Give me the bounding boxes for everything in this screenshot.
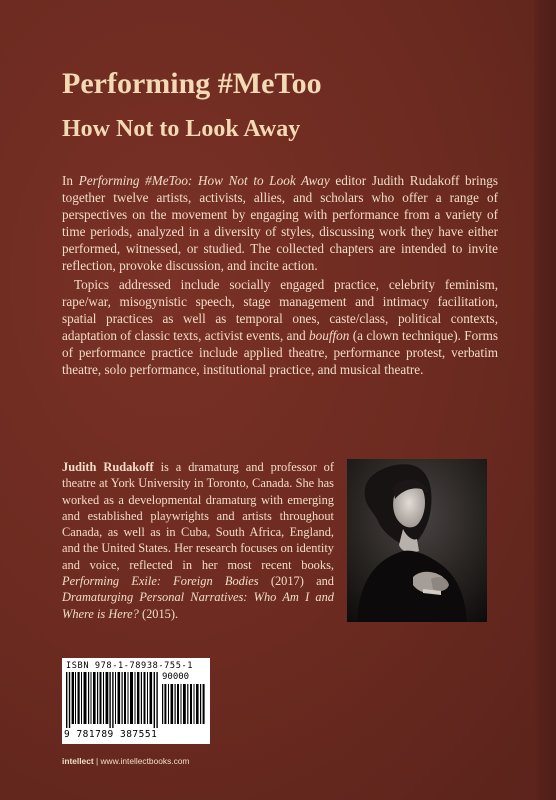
publisher-url[interactable]: www.intellectbooks.com <box>100 756 190 766</box>
bio-text: is a dramaturg and professor of theatre at York University in Toronto, Canada. She has worked as a developmental dramaturg with emerging and established playwrights and artists throughout Canada, as well as in Cuba, South Africa, England, and the United States. Her research focuses on identity and voice, reflected in her most recent books, <box>62 460 334 572</box>
bio-book-title: Performing Exile: Foreign Bodies <box>62 574 259 589</box>
barcode-bars <box>66 672 158 728</box>
blurb-text: In <box>62 173 79 188</box>
author-name: Judith Rudakoff <box>62 460 154 474</box>
author-photo <box>347 459 487 622</box>
spine-edge <box>534 0 556 800</box>
blurb <box>62 172 498 378</box>
publisher-name: intellect <box>62 756 94 766</box>
bio-text: (2015). <box>138 606 179 621</box>
ean-digits: 9 781789 387551 <box>64 729 158 740</box>
isbn-barcode <box>62 658 210 744</box>
isbn-number: ISBN 978-1-78938-755-1 <box>66 661 194 671</box>
footer-separator: | <box>93 756 101 766</box>
addon-bars <box>162 684 206 724</box>
blurb-text: (a clown technique). Forms of performance practice include applied theatre, performance protest, verbatim theatre, solo performance, institutional practice, and musical theatre. <box>62 328 498 377</box>
book-subtitle: How Not to Look Away <box>62 116 301 142</box>
blurb-italic-term: bouffon <box>309 328 350 343</box>
blurb-paragraph-1 <box>62 172 498 274</box>
blurb-book-title: Performing #MeToo: How Not to Look Away <box>78 173 330 188</box>
bio-book-title: Dramaturging Personal Narratives: Who Am I and Where is Here? <box>62 590 334 621</box>
blurb-paragraph-2 <box>62 276 498 378</box>
author-bio <box>62 459 334 622</box>
blurb-text: Topics addressed include socially engaged practice, celebrity feminism, rape/war, misogynistic speech, stage management and intimacy facilitation, spatial practices as well as temporal ones, caste/class, political contexts, adaptation of classic texts, activist events, and <box>62 277 498 343</box>
bio-text: (2017) and <box>258 574 335 589</box>
book-title: Performing #MeToo <box>62 67 322 100</box>
author-portrait-image <box>347 459 487 622</box>
price-addon-code: 90000 <box>162 672 190 682</box>
blurb-text: editor Judith Rudakoff brings together twelve artists, activists, allies, and scholars who offer a range of perspectives on the movement by engaging with performance from a variety of time periods, analyzed in a diversity of styles, discussing work they have either performed, witnessed, or studied. The collected chapters are intended to invite reflection, provoke discussion, and incite action. <box>62 173 498 273</box>
publisher-footer <box>62 756 189 766</box>
